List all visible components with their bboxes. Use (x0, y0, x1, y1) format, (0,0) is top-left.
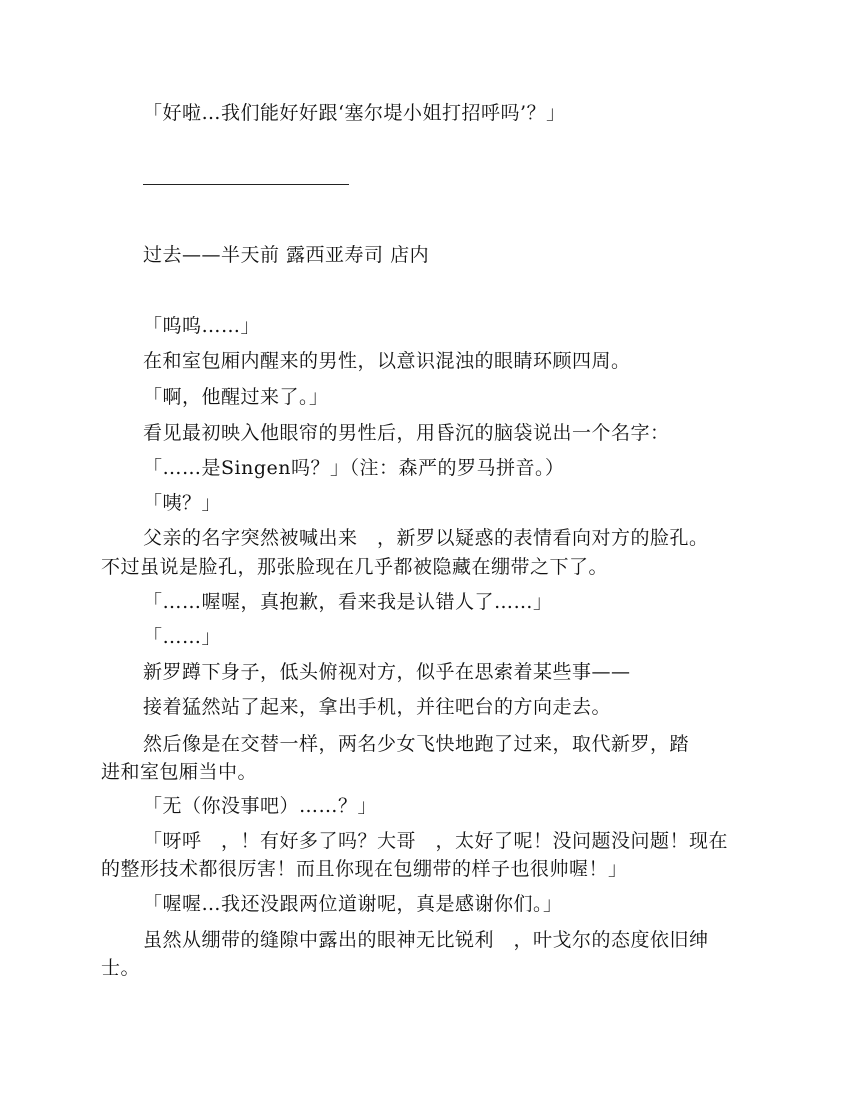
paragraph-line: 「呜呜……」 (143, 315, 261, 337)
paragraph-line: 父亲的名字突然被喊出来 ，新罗以疑惑的表情看向对方的脸孔。 (143, 527, 709, 549)
paragraph-line: 在和室包厢内醒来的男性，以意识混浊的眼睛环顾四周。 (143, 350, 631, 372)
paragraph-line: 「……」 (143, 626, 222, 648)
paragraph-line: 看见最初映入他眼帘的男性后，用昏沉的脑袋说出一个名字： (143, 422, 670, 444)
paragraph-line: 「……喔喔，真抱歉，看来我是认错人了……」 (143, 591, 553, 613)
paragraph-line: 「无（你没事吧）……？」 (143, 795, 378, 817)
section-divider (143, 184, 349, 185)
paragraph-line: 「好啦…我们能好好跟‘塞尔堤小姐打招呼吗’？」 (143, 102, 566, 124)
scene-heading: 过去——半天前 露西亚寿司 店内 (143, 244, 430, 266)
paragraph-line: 虽然从绷带的缝隙中露出的眼神无比锐利 ，叶戈尔的态度依旧绅 (143, 929, 709, 951)
paragraph-line-continued: 士。 (101, 957, 141, 979)
paragraph-line: 「……是Singen吗？」（注：森严的罗马拼音。） (143, 457, 565, 479)
paragraph-line: 新罗蹲下身子，低头俯视对方，似乎在思索着某些事—— (143, 661, 631, 683)
paragraph-line: 然后像是在交替一样，两名少女飞快地跑了过来，取代新罗，踏 (143, 733, 690, 755)
paragraph-line: 「啊，他醒过来了。」 (143, 386, 329, 408)
paragraph-line: 「咦？」 (143, 492, 222, 514)
paragraph-line: 「喔喔…我还没跟两位道谢呢，真是感谢你们。」 (143, 893, 563, 915)
paragraph-line: 「呀呼 ，！有好多了吗？大哥 ，太好了呢！没问题没问题！现在 (143, 830, 729, 852)
paragraph-line-continued: 进和室包厢当中。 (101, 761, 258, 783)
paragraph-line-continued: 的整形技术都很厉害！而且你现在包绷带的样子也很帅喔！」 (101, 858, 628, 880)
paragraph-line-continued: 不过虽说是脸孔，那张脸现在几乎都被隐藏在绷带之下了。 (101, 556, 609, 578)
paragraph-line: 接着猛然站了起来，拿出手机，并往吧台的方向走去。 (143, 696, 612, 718)
